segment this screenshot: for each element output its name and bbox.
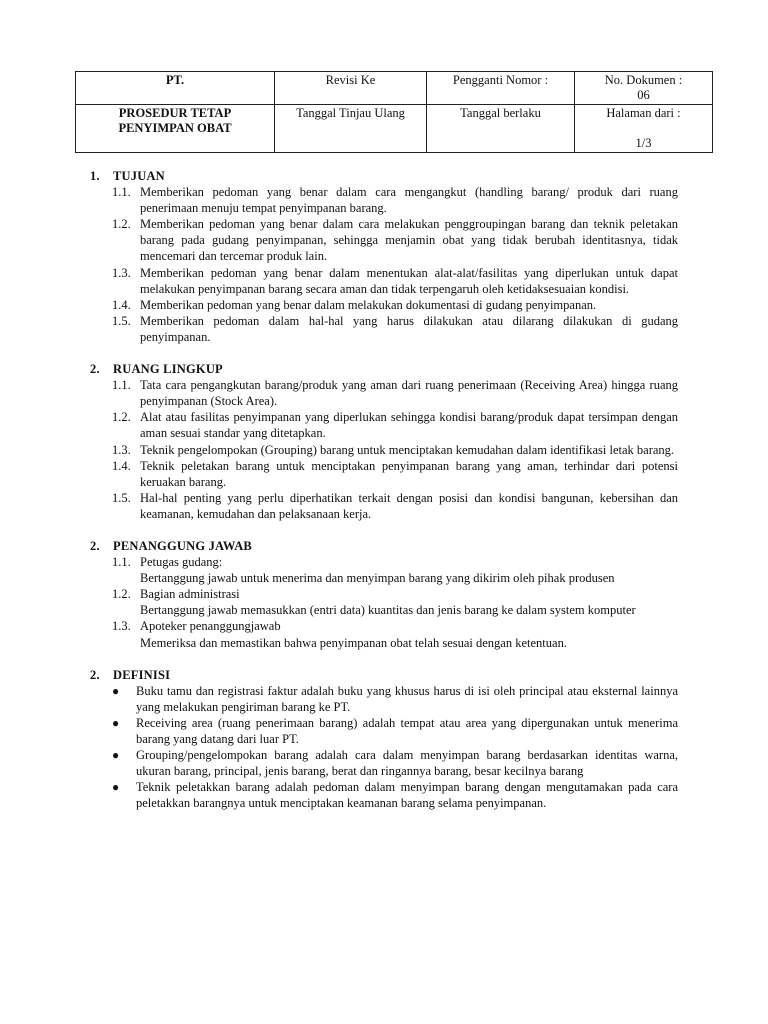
- section-number: 2.: [90, 362, 100, 377]
- bullet-text: Grouping/pengelompokan barang adalah cara dalam menyimpan barang berdasarkan identitas warna, ukuran barang, principal, jenis barang, berat dan ringannya barang, besar kecilnya barang: [136, 748, 678, 779]
- item-text: Bagian administrasi: [140, 587, 240, 602]
- doc-number-label: No. Dokumen :: [604, 73, 683, 87]
- item-text: Tata cara pengangkutan barang/produk yang aman dari ruang penerimaan (Receiving Area) hingga ruang penyimpanan (Stock Area).: [140, 378, 678, 409]
- item-text: Memberikan pedoman yang benar dalam cara mengangkut (handling barang/ produk dari ruang penerimaan menuju tempat penyimpanan barang.: [140, 185, 678, 216]
- page-cell: [575, 105, 713, 153]
- item-text: Petugas gudang:: [140, 555, 223, 570]
- effective-date-cell: Tanggal berlaku: [427, 105, 575, 153]
- list-item: [90, 313, 678, 345]
- item-number: 1.3.: [112, 442, 131, 457]
- header-row-1: [76, 72, 713, 105]
- item-number: 1.4.: [112, 297, 131, 312]
- item-text: Apoteker penanggungjawab: [140, 619, 281, 634]
- bullet-text: Buku tamu dan registrasi faktur adalah buku yang khusus harus di isi oleh principal atau eksternal lainnya yang melakukan pengiriman barang ke PT.: [136, 683, 678, 714]
- item-number: 1.5.: [112, 313, 131, 328]
- item-number: 1.2.: [112, 410, 131, 425]
- list-item: [90, 442, 678, 458]
- replacement-number-cell: Pengganti Nomor :: [427, 72, 575, 105]
- bullet-icon: ●: [112, 780, 120, 795]
- item-number: 1.1.: [112, 555, 131, 570]
- list-item: [90, 216, 678, 264]
- section-title: DEFINISI: [113, 667, 171, 682]
- bullet-icon: ●: [112, 748, 120, 763]
- item-number: 1.3.: [112, 265, 131, 280]
- list-item: [90, 377, 678, 409]
- item-text: Memberikan pedoman dalam hal-hal yang harus dilakukan atau dilarang dilakukan di gudang penyimpanan.: [140, 313, 678, 344]
- bullet-icon: ●: [112, 683, 120, 698]
- item-detail: Bertanggung jawab untuk menerima dan menyimpan barang yang dikirim oleh pihak produsen: [140, 571, 615, 586]
- section-title: TUJUAN: [113, 169, 165, 183]
- company-cell: PT.: [76, 72, 275, 105]
- item-text: Memberikan pedoman yang benar dalam menentukan alat-alat/fasilitas yang diperlukan untuk dapat melakukan penyimpanan barang secara aman dan tidak terpengaruh oleh ketidaksesuaian kondisi.: [140, 265, 678, 296]
- item-text: Memberikan pedoman yang benar dalam melakukan dokumentasi di gudang penyimpanan.: [140, 297, 597, 312]
- item-number: 1.4.: [112, 458, 131, 473]
- item-number: 1.1.: [112, 185, 131, 200]
- bullet-item: [90, 779, 678, 811]
- page-value: 1/3: [635, 136, 652, 150]
- bullet-item: [90, 747, 678, 779]
- document-body: [90, 168, 678, 827]
- header-row-2: [76, 105, 713, 153]
- bullet-text: Receiving area (ruang penerimaan barang) adalah tempat atau area yang dipergunakan untuk menerima barang yang datang dari luar PT.: [136, 715, 678, 746]
- list-item: [90, 586, 678, 602]
- section-number: 2.: [90, 667, 100, 682]
- section-heading: [90, 361, 678, 377]
- list-item: [90, 458, 678, 490]
- section-number: 1.: [90, 169, 100, 183]
- section-title: PENANGGUNG JAWAB: [113, 538, 252, 553]
- section-title: RUANG LINGKUP: [113, 362, 223, 377]
- bullet-item: [90, 715, 678, 747]
- page-label: Halaman dari :: [606, 106, 681, 120]
- item-number: 1.2.: [112, 217, 131, 232]
- section-penanggung-jawab: [90, 538, 678, 651]
- list-item: [90, 297, 678, 313]
- doc-number-value: 06: [637, 88, 650, 102]
- item-number: 1.5.: [112, 490, 131, 505]
- item-text: Teknik pengelompokan (Grouping) barang untuk menciptakan kemudahan dalam identifikasi letak barang.: [140, 442, 675, 457]
- item-detail: Memeriksa dan memastikan bahwa penyimpanan obat telah sesuai dengan ketentuan.: [140, 635, 567, 650]
- doc-number-cell: [575, 72, 713, 105]
- title-line-1: PROSEDUR TETAP: [118, 106, 232, 120]
- list-item: [90, 184, 678, 216]
- section-heading: [90, 538, 678, 554]
- bullet-text: Teknik peletakkan barang adalah pedoman dalam menyimpan barang dengan mengutamakan pada cara peletakkan barangnya untuk menciptakan keamanan barang selama penyimpanan.: [136, 780, 678, 811]
- section-heading: [90, 168, 678, 184]
- list-item: [90, 490, 678, 522]
- bullet-icon: ●: [112, 715, 120, 730]
- bullet-item: [90, 683, 678, 715]
- list-item: [90, 265, 678, 297]
- item-detail: Bertanggung jawab memasukkan (entri data) kuantitas dan jenis barang ke dalam system komputer: [140, 603, 636, 618]
- section-ruang-lingkup: [90, 361, 678, 522]
- item-text: Hal-hal penting yang perlu diperhatikan terkait dengan posisi dan kondisi bangunan, kebersihan dan keamanan, kemudahan dan pelaksanaan kerja.: [140, 490, 678, 521]
- section-number: 2.: [90, 538, 100, 553]
- title-cell: [76, 105, 275, 153]
- item-number: 1.2.: [112, 587, 131, 602]
- item-text: Memberikan pedoman yang benar dalam cara melakukan penggroupingan barang dan teknik peletakan barang pada gudang penyimpanan, sehingga menjamin obat yang tidak berubah identitasnya, tidak mencemari dan tercemar produk lain.: [140, 217, 678, 264]
- item-text: Alat atau fasilitas penyimpanan yang diperlukan sehingga kondisi barang/produk dapat tersimpan dengan aman sesuai standar yang ditetapkan.: [140, 410, 678, 441]
- section-tujuan: [90, 168, 678, 345]
- item-text: Teknik peletakan barang untuk menciptakan penyimpanan barang yang aman, terhindar dari potensi keruakan barang.: [140, 458, 678, 489]
- review-date-cell: Tanggal Tinjau Ulang: [275, 105, 427, 153]
- item-number: 1.3.: [112, 619, 131, 634]
- list-item: [90, 618, 678, 634]
- revision-cell: Revisi Ke: [275, 72, 427, 105]
- section-heading: [90, 667, 678, 683]
- title-line-2: PENYIMPAN OBAT: [118, 121, 232, 135]
- list-item: [90, 409, 678, 441]
- document-header-table: [75, 71, 713, 153]
- item-number: 1.1.: [112, 378, 131, 393]
- list-item: [90, 554, 678, 570]
- section-definisi: [90, 667, 678, 812]
